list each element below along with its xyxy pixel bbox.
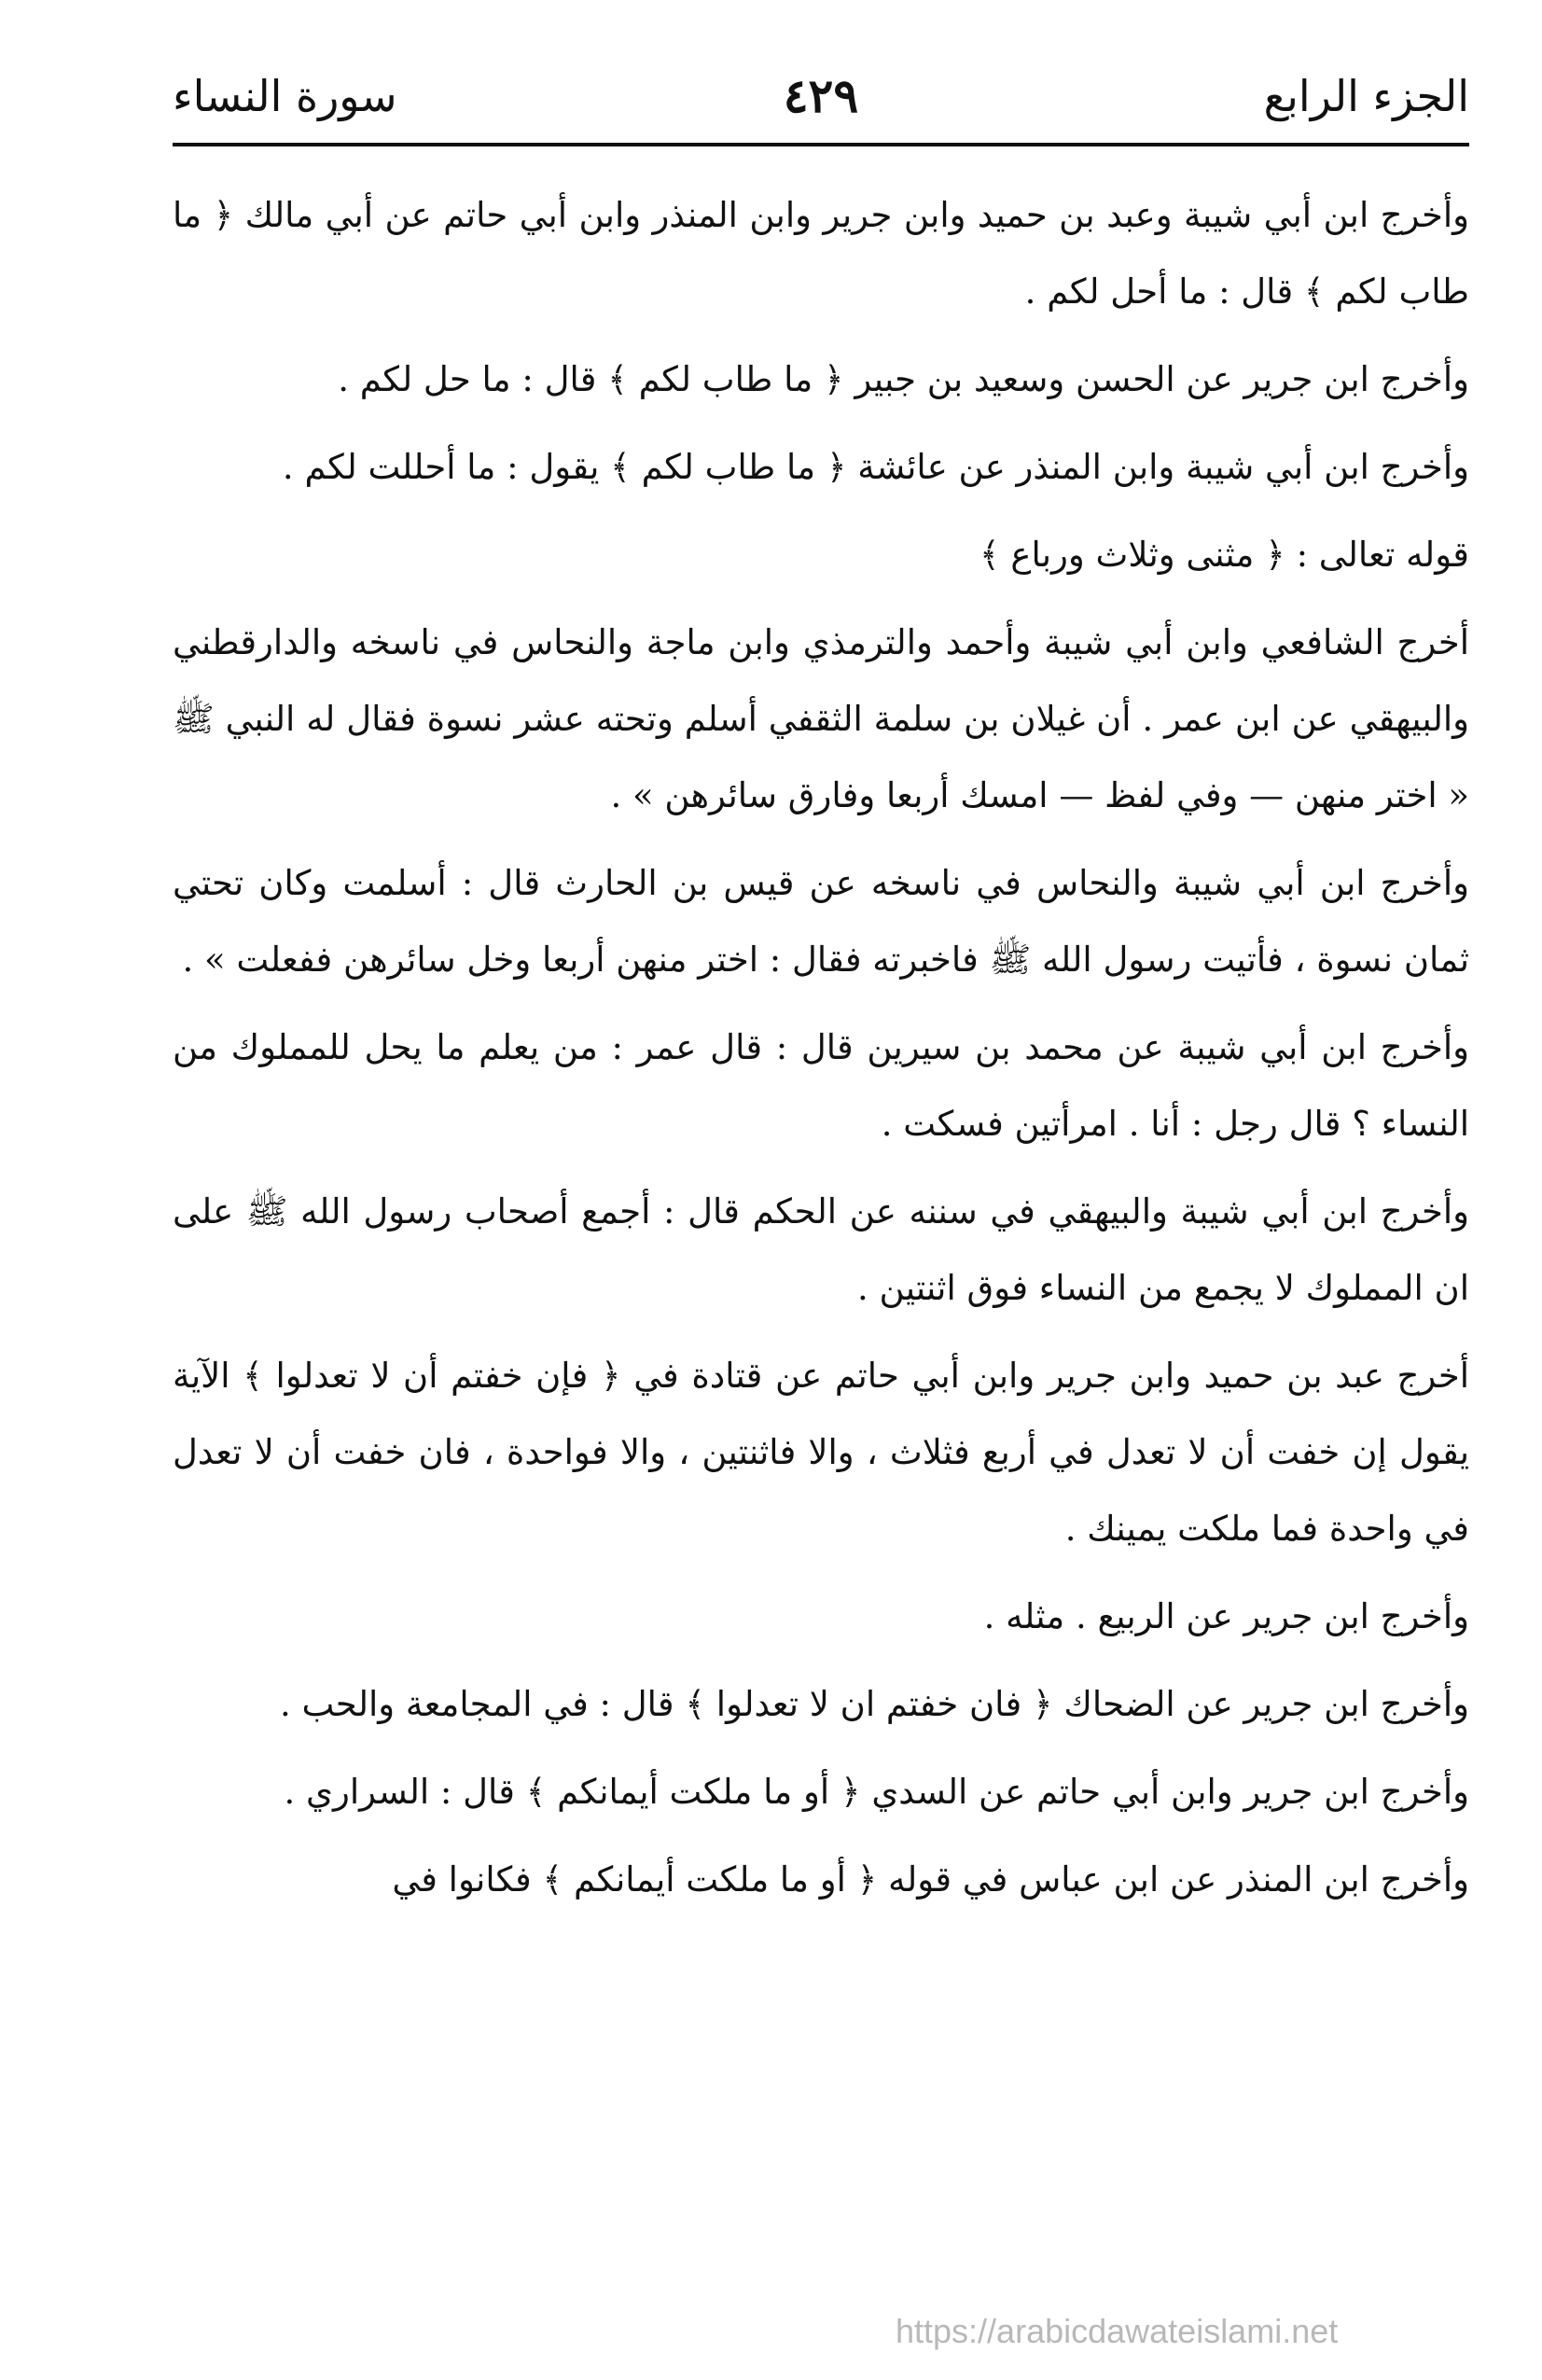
paragraph: وأخرج ابن جرير عن الضحاك ﴿ فان خفتم ان لا تعدلوا ﴾ قال : في المجامعة والحب . xyxy=(279,1684,1469,1724)
surah-title: سورة النساء xyxy=(173,71,397,121)
page-header xyxy=(173,54,1469,138)
paragraph: وأخرج ابن أبي شيبة وعبد بن حميد وابن جرير وابن المنذر وابن أبي حاتم عن أبي مالك ﴿ ما طاب لكم ﴾ قال : ما أحل لكم . xyxy=(173,195,1469,312)
paragraph: وأخرج ابن أبي شيبة وابن المنذر عن عائشة ﴿ ما طاب لكم ﴾ يقول : ما أحللت لكم . xyxy=(282,447,1469,487)
header-divider xyxy=(173,143,1469,146)
paragraph: وأخرج ابن المنذر عن ابن عباس في قوله ﴿ أو ما ملكت أيمانكم ﴾ فكانوا في xyxy=(392,1859,1469,1900)
page-number: ٤٢٩ xyxy=(783,68,859,123)
paragraph: وأخرج ابن جرير وابن أبي حاتم عن السدي ﴿ أو ما ملكت أيمانكم ﴾ قال : السراري . xyxy=(284,1772,1469,1812)
paragraph: أخرج الشافعي وابن أبي شيبة وأحمد والترمذي وابن ماجة والنحاس في ناسخه والدارقطني والبيهقي عن ابن عمر . أن غيلان بن سلمة الثقفي أسلم وتحته عشر نسوة فقال له النبي ﷺ « اختر منهن — وفي لفظ — امسك أربعا وفارق سائرهن » . xyxy=(173,622,1469,815)
paragraph: وأخرج ابن جرير عن الحسن وسعيد بن جبير ﴿ ما طاب لكم ﴾ قال : ما حل لكم . xyxy=(338,359,1469,399)
paragraph: وأخرج ابن جرير عن الربيع . مثله . xyxy=(983,1596,1469,1636)
paragraph: أخرج عبد بن حميد وابن جرير وابن أبي حاتم عن قتادة في ﴿ فإن خفتم أن لا تعدلوا ﴾ الآية يقول إن خفت أن لا تعدل في أربع فثلاث ، والا فاثنتين ، والا فواحدة ، فان خفت أن لا تعدل في واحدة فما ملكت يمينك . xyxy=(173,1356,1469,1549)
paragraph: وأخرج ابن أبي شيبة والنحاس في ناسخه عن قيس بن الحارث قال : أسلمت وكان تحتي ثمان نسوة ، فأتيت رسول الله ﷺ فاخبرته فقال : اختر منهن أربعا وخل سائرهن ففعلت » . xyxy=(173,863,1469,980)
verse-heading: قوله تعالى : ﴿ مثنى وثلاث ورباع ﴾ xyxy=(979,535,1469,575)
source-watermark: https://arabicdawateislami.net xyxy=(896,2312,1339,2350)
paragraph: وأخرج ابن أبي شيبة والبيهقي في سننه عن الحكم قال : أجمع أصحاب رسول الله ﷺ على ان المملوك لا يجمع من النساء فوق اثنتين . xyxy=(173,1191,1469,1308)
paragraph: وأخرج ابن أبي شيبة عن محمد بن سيرين قال : قال عمر : من يعلم ما يحل للمملوك من النساء ؟ قال رجل : أنا . امرأتين فسكت . xyxy=(173,1027,1469,1144)
volume-title: الجزء الرابع xyxy=(1263,71,1469,121)
page-body xyxy=(173,177,1469,1929)
